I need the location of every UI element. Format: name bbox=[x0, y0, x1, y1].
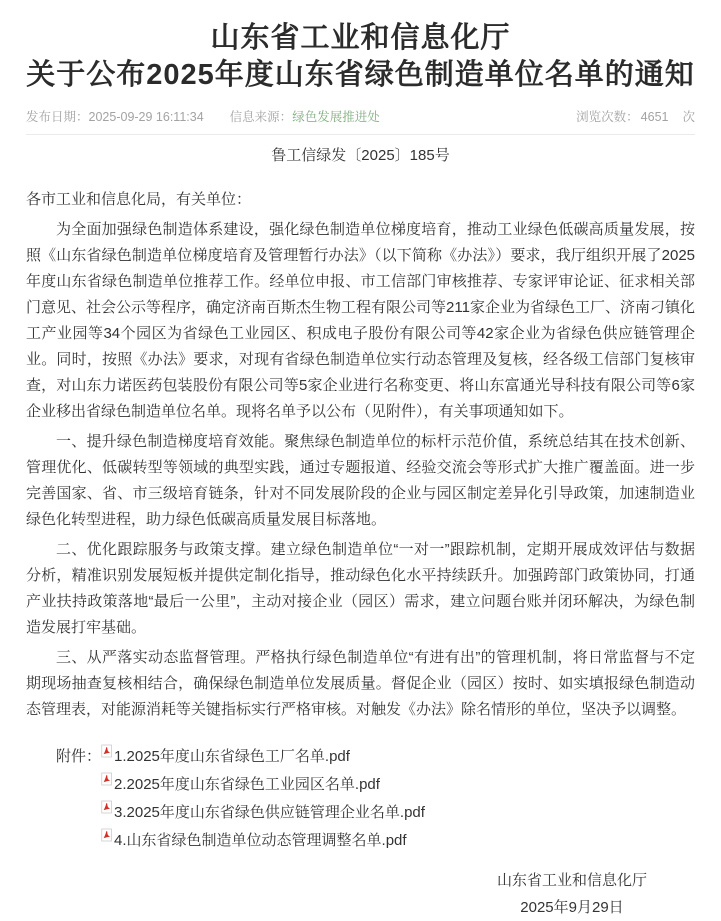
attachment-link-2[interactable] bbox=[101, 771, 425, 799]
page-title bbox=[26, 20, 695, 94]
page-title-line1: 山东省工业和信息化厅 bbox=[210, 22, 511, 54]
pdf-icon bbox=[101, 772, 113, 786]
page-title-line2: 关于公布2025年度山东省绿色制造单位名单的通知 bbox=[26, 59, 695, 91]
header-divider bbox=[26, 134, 695, 135]
attachment-list bbox=[101, 743, 425, 855]
pdf-icon bbox=[101, 828, 113, 842]
info-source-label: 信息来源： bbox=[229, 110, 293, 124]
pdf-icon bbox=[101, 800, 113, 814]
attachment-name: 2.2025年度山东省绿色工业园区名单.pdf bbox=[114, 776, 380, 793]
paragraph-item-2: 二、优化跟踪服务与政策支撑。建立绿色制造单位“一对一”跟踪机制，定期开展成效评估与数据分析，精准识别发展短板并提供定制化指导，推动绿色化水平持续跃升。加强跨部门政策协同，打通产业扶持政策落地“最后一公里”，主动对接企业（园区）需求，建立问题台账并闭环解决，为绿色制造发展打牢基础。 bbox=[26, 541, 695, 636]
view-count-unit: 次 bbox=[682, 110, 695, 124]
meta-row bbox=[26, 107, 695, 125]
paragraph-item-3: 三、从严落实动态监督管理。严格执行绿色制造单位“有进有出”的管理机制，将日常监督与不定期现场抽查复核相结合，确保绿色制造单位发展质量。督促企业（园区）按时、如实填报绿色制造动态管理表，对能源消耗等关键指标实行严格审核。对触发《办法》除名情形的单位，坚决予以调整。 bbox=[26, 649, 695, 718]
salutation: 各市工业和信息化局，有关单位： bbox=[26, 191, 252, 208]
publish-date-label: 发布日期： bbox=[26, 110, 89, 124]
signature-org: 山东省工业和信息化厅 bbox=[496, 872, 647, 889]
paragraph-intro: 为全面加强绿色制造体系建设，强化绿色制造单位梯度培育，推动工业绿色低碳高质量发展，按照《山东省绿色制造单位梯度培育及管理暂行办法》（以下简称《办法》）要求，我厅组织开展了2025年度山东省绿色制造单位推荐工作。经单位申报、市工信部门审核推荐、专家评审论证、征求相关部门意见、社会公示等程序，确定济南百斯杰生物工程有限公司等211家企业为省绿色工厂、济南刁镇化工产业园等34个园区为省绿色工业园区、积成电子股份有限公司等42家企业为省绿色供应链管理企业。同时，按照《办法》要求，对现有省绿色制造单位实行动态管理及复核，经各级工信部门复核审查，对山东力诺医药包装股份有限公司等5家企业进行名称变更、将山东富通光导科技有限公司等6家企业移出省绿色制造单位名单。现将名单予以公布（见附件），有关事项通知如下。 bbox=[26, 221, 695, 420]
attachments-label: 附件： bbox=[56, 748, 102, 765]
document-number: 鲁工信绿发〔2025〕185号 bbox=[271, 147, 450, 164]
attachment-link-1[interactable] bbox=[101, 743, 425, 771]
attachment-name: 4.山东省绿色制造单位动态管理调整名单.pdf bbox=[114, 832, 407, 849]
info-source bbox=[230, 107, 380, 125]
attachment-link-4[interactable] bbox=[101, 827, 425, 855]
attachments-block bbox=[26, 743, 695, 855]
view-count-label: 浏览次数： bbox=[576, 110, 639, 124]
publish-date bbox=[26, 107, 204, 125]
attachment-name: 3.2025年度山东省绿色供应链管理企业名单.pdf bbox=[114, 804, 425, 821]
view-count-value: 4651 bbox=[640, 110, 669, 124]
attachment-name: 1.2025年度山东省绿色工厂名单.pdf bbox=[114, 748, 350, 765]
signature-block bbox=[497, 867, 647, 921]
publish-date-value: 2025-09-29 16:11:34 bbox=[88, 110, 204, 124]
pdf-icon bbox=[101, 744, 113, 758]
info-source-value: 绿色发展推进处 bbox=[292, 110, 380, 124]
signature-date: 2025年9月29日 bbox=[520, 899, 624, 916]
attachment-link-3[interactable] bbox=[101, 799, 425, 827]
view-count bbox=[576, 107, 695, 125]
paragraph-item-1: 一、提升绿色制造梯度培育效能。聚焦绿色制造单位的标杆示范价值，系统总结其在技术创新、管理优化、低碳转型等领域的典型实践，通过专题报道、经验交流会等形式扩大推广覆盖面。进一步完善国家、省、市三级培育链条，针对不同发展阶段的企业与园区制定差异化引导政策，加速制造业绿色化转型进程，助力绿色低碳高质量发展目标落地。 bbox=[26, 433, 695, 528]
